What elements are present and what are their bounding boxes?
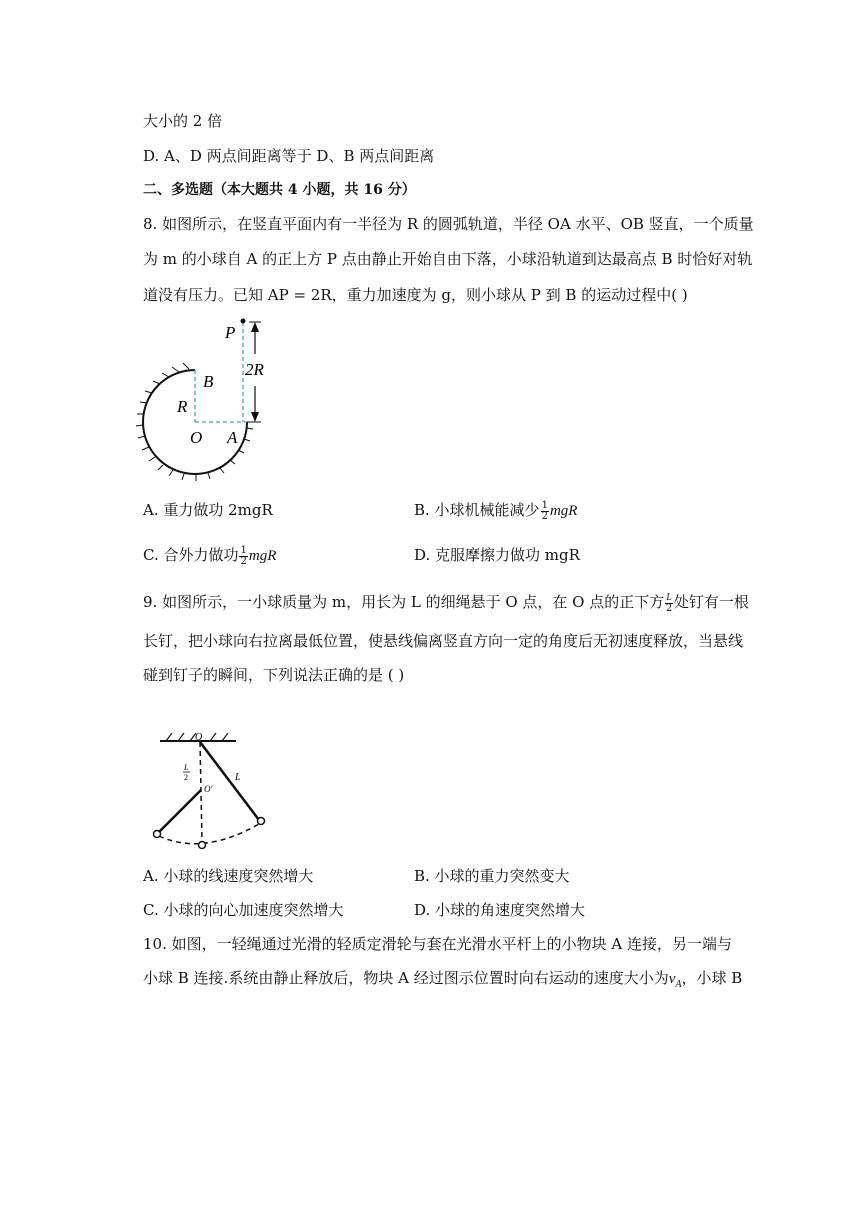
q9-label-o: O: [195, 732, 203, 743]
q8-stem-line1: 8. 如图所示，在竖直平面内有一半径为 R 的圆弧轨道，半径 OA 水平、OB 竖直，一个质量: [143, 215, 754, 233]
q9-pendulum-figure: [148, 728, 270, 852]
q9-label-oprime: O': [204, 784, 213, 794]
q8-option-b-label: B. 小球机械能减少: [414, 501, 540, 519]
q9-stem-line1: 9. 如图所示，一小球质量为 m，用长为 L 的细绳悬于 O 点，在 O 点的正下方 $\frac{L}{2}$ 处钉有一根: [143, 591, 749, 614]
q8-label-a: A: [227, 428, 238, 447]
q8-option-b-mgr: mgR: [549, 503, 578, 519]
q8-option-c-mgr: mgR: [248, 548, 277, 564]
q8-point-p: [241, 319, 246, 324]
q8-option-c-fraction: $\frac{1}{2}$: [240, 544, 247, 567]
q9-label-half-d: 2: [184, 773, 188, 782]
q9-stem-line3: 碰到钉子的瞬间，下列说法正确的是 ( ): [143, 666, 405, 684]
prev-question-continuation: 大小的 2 倍: [143, 112, 223, 130]
q9-label-l: L: [235, 772, 241, 783]
q9-option-d[interactable]: D. 小球的角速度突然增大: [414, 901, 586, 919]
q8-label-r: R: [177, 397, 188, 416]
q9-option-c[interactable]: C. 小球的向心加速度突然增大: [143, 901, 344, 919]
q8-option-c[interactable]: [143, 545, 276, 567]
q8-label-p: P: [225, 323, 236, 342]
q8-option-d[interactable]: D. 克服摩擦力做功 mgR: [414, 546, 580, 564]
q8-option-c-label: C. 合外力做功: [143, 546, 239, 564]
q9-ball-left: [154, 831, 161, 838]
q9-label-half-n: L: [184, 763, 189, 772]
q8-label-2r: 2R: [245, 360, 264, 379]
prev-question-option-d: D. A、D 两点间距离等于 D、B 两点间距离: [143, 147, 435, 165]
q10-stem-line1: 10. 如图，一轻绳通过光滑的轻质定滑轮与套在光滑水平杆上的小物块 A 连接，另一端与: [143, 935, 732, 953]
q9-swing-arc: [159, 824, 259, 844]
q9-string-right: [200, 742, 259, 820]
q10-stem-line2: 小球 B 连接.系统由静止释放后，物块 A 经过图示位置时向右运动的速度大小为$v_A$，小球 B: [143, 969, 743, 990]
q8-circular-track-figure: [135, 312, 275, 482]
q8-option-b[interactable]: [414, 500, 577, 522]
q8-stem-line2: 为 m 的小球自 A 的正上方 P 点由静止开始自由下落，小球沿轨道到达最高点 B 时恰好对轨: [143, 250, 753, 268]
q9-option-b[interactable]: B. 小球的重力突然变大: [414, 867, 570, 885]
q8-option-b-fraction: $\frac{1}{2}$: [541, 499, 548, 522]
q8-label-b: B: [203, 372, 214, 391]
q9-ball-bottom: [199, 842, 206, 849]
section-heading: 二、多选题（本大题共 4 小题，共 16 分）: [143, 182, 416, 198]
q9-stem-fraction: $\frac{L}{2}$: [665, 591, 673, 614]
q9-ball-right: [258, 818, 265, 825]
q9-stem-line2: 长钉，把小球向右拉离最低位置，使悬线偏离竖直方向一定的角度后无初速度释放，当悬线: [143, 632, 744, 650]
q8-label-o: O: [190, 428, 203, 447]
q8-stem-line3: 道没有压力。已知 AP = 2R，重力加速度为 g，则小球从 P 到 B 的运动过程中( ): [143, 286, 688, 304]
q9-option-a[interactable]: A. 小球的线速度突然增大: [143, 867, 314, 885]
q9-string-left: [159, 790, 201, 832]
q8-option-a[interactable]: A. 重力做功 2mgR: [143, 501, 273, 519]
q10-velocity-symbol: v: [668, 971, 676, 987]
